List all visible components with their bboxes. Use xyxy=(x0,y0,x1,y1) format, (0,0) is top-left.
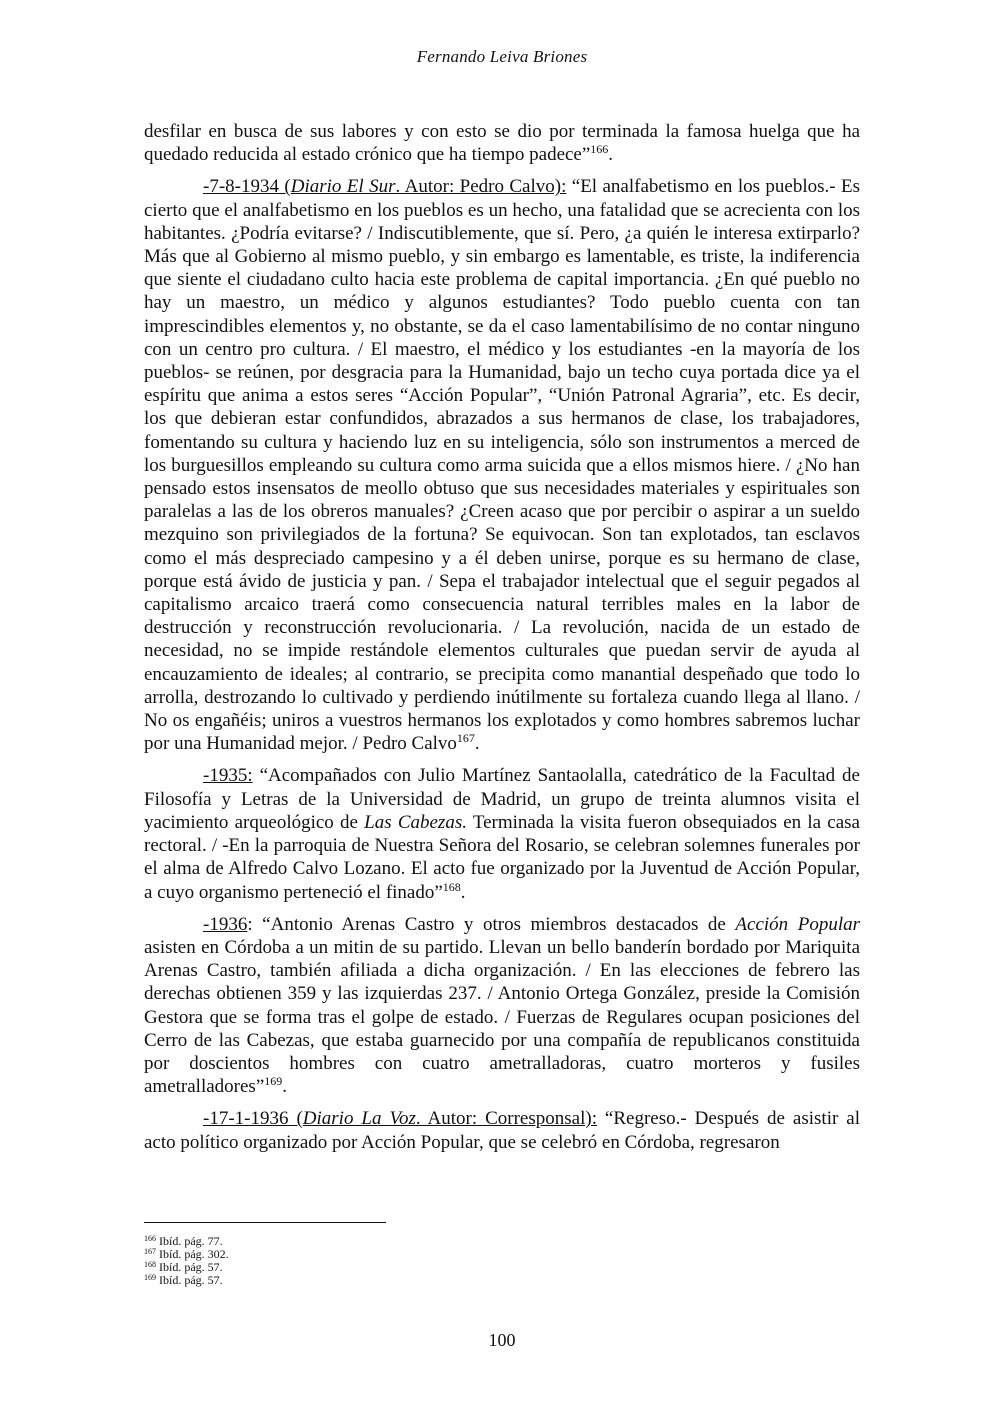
paragraph-text: Terminada la visita fueron obsequiados en la casa rectoral. / -En la parroquia de Nuestra Señora del Rosario, se celebran solemnes funerales por el alma de Alfredo Calvo Lozano. El acto fue organizado por la Juventud de Acción Popular, a cuyo organismo perteneció el finado” xyxy=(144,811,860,903)
entry-date: -7-8-1934 ( xyxy=(203,176,291,198)
paragraph-tail: . xyxy=(282,1076,288,1098)
footnote-number: 166 xyxy=(144,1234,156,1243)
entry-author: . Autor: Pedro Calvo): xyxy=(395,176,567,198)
entry-heading xyxy=(203,1108,597,1129)
footnote-ref: 169 xyxy=(264,1074,283,1089)
footnote-text: Ibíd. pág. 77. xyxy=(156,1234,223,1248)
italic-text: Acción Popular xyxy=(735,913,860,935)
entry-author: . Autor: Corresponsal): xyxy=(415,1108,597,1130)
footnote-number: 168 xyxy=(144,1260,156,1269)
footnote-ref: 166 xyxy=(590,142,609,157)
paragraph-entry-17-1-1936 xyxy=(144,1107,860,1153)
paragraph-entry-1935 xyxy=(144,764,860,903)
running-header: Fernando Leiva Briones xyxy=(416,47,588,66)
body-text xyxy=(144,120,860,1163)
entry-date: -1936 xyxy=(203,913,248,935)
paragraph-entry-1936 xyxy=(144,913,860,1099)
paragraph-tail: . xyxy=(474,733,480,755)
paragraph-text: desfilar en busca de sus labores y con esto se dio por terminada la famosa huelga que ha quedado reducida al estado crónico que ha tiempo padece” xyxy=(144,121,860,166)
entry-source: Diario El Sur xyxy=(290,176,396,198)
footnote-number: 169 xyxy=(144,1273,156,1282)
footnote-separator xyxy=(144,1222,386,1223)
footnote-text: Ibíd. pág. 302. xyxy=(156,1247,229,1261)
paragraph-tail: . xyxy=(460,881,466,903)
entry-heading xyxy=(203,176,566,197)
italic-text: Las Cabezas. xyxy=(364,811,467,833)
paragraph-text: : “Antonio Arenas Castro y otros miembros destacados de xyxy=(247,913,736,935)
footnote-text: Ibíd. pág. 57. xyxy=(156,1273,223,1287)
footnote-ref: 168 xyxy=(442,879,461,894)
entry-date: -17-1-1936 ( xyxy=(203,1108,303,1130)
paragraph-text: asisten en Córdoba a un mitin de su partido. Llevan un bello banderín bordado por Mariquita Arenas Castro, también afiliada a dicha organización. / En las elecciones de febrero las derechas obtienen 359 y las izquierdas 237. / Antonio Ortega González, preside la Comisión Gestora que se forma tras el golpe de estado. / Fuerzas de Regulares ocupan posiciones del Cerro de las Cabezas, que estaba guarnecido por una compañía de republicanos constituida por doscientos hombres con cuatro ametralladoras, cuatro morteros y fusiles ametralladores” xyxy=(144,936,860,1098)
entry-source: Diario La Voz xyxy=(302,1108,416,1130)
paragraph-text: “Acompañados con Julio Martínez Santaolalla, catedrático de la Facultad de Filosofía y Letras de la Universidad de Madrid, un grupo de treinta alumnos visita el yacimiento arqueológico de xyxy=(144,765,860,833)
entry-date: -1935: xyxy=(203,765,253,787)
footnotes xyxy=(144,1235,229,1287)
paragraph-entry-7-8-1934 xyxy=(144,175,860,755)
footnote-ref: 167 xyxy=(456,731,475,746)
paragraph-tail: . xyxy=(608,144,614,166)
footnote-text: Ibíd. pág. 57. xyxy=(156,1260,223,1274)
paragraph-text: “Regreso.- Después de asistir al acto político organizado por Acción Popular, que se celebró en Córdoba, regresaron xyxy=(144,1108,860,1153)
footnote-item xyxy=(144,1274,229,1287)
paragraph-text: “El analfabetismo en los pueblos.- Es cierto que el analfabetismo en los pueblos es un hecho, una fatalidad que se acrecienta con los habitantes. ¿Podría evitarse? / Indiscutiblemente, que sí. Pero, ¿a quién le interesa extirparlo? Más que al Gobierno al mismo pueblo, y sin embargo es lamentable, es triste, la indiferencia que siente el ciudadano culto hacia este problema de capital importancia. ¿En qué pueblo no hay un maestro, un médico y algunos estudiantes? Todo pueblo cuenta con tan imprescindibles elementos y, no obstante, se da el caso lamentabilísimo de no contar ninguno con un centro pro cultura. / El maestro, el médico y los estudiantes -en la mayoría de los pueblos- se reúnen, por desgracia para la Humanidad, bajo un techo cuya portada dice ya el espíritu que anima a estos seres “Acción Popular”, “Unión Patronal Agraria”, etc. Es decir, los que debieran estar confundidos, abrazados a sus hermanos de clase, los trabajadores, fomentando su cultura y haciendo luz en su inteligencia, sólo son instrumentos a merced de los burguesillos empleando su cultura como arma suicida que a ellos mismos hiere. / ¿No han pensado estos insensatos de meollo obtuso que sus necesidades materiales y espirituales son paralelas a las de los obreros manuales? ¿Creen acaso que por percibir o aspirar a un sueldo mezquino son privilegiados de la fortuna? Se equivocan. Son tan explotados, tan esclavos como el más despreciado campesino y a él deben unirse, porque es su hermano de clase, porque está ávido de justicia y pan. / Sepa el trabajador intelectual que el seguir pegados al capitalismo arcaico traerá como consecuencia natural terribles males en la labor de destrucción y reconstrucción revolucionaria. / La revolución, nacida de un estado de necesidad, no se impide restándole elementos culturales que puedan servir de ayuda al encauzamiento de ideales; al contrario, se precipita como manantial despeñado que todo lo arrolla, destrozando lo cultivado y perdiendo inútilmente su fortaleza cuando llega al llano. / No os engañéis; uniros a vuestros hermanos los explotados y como hombres sabremos luchar por una Humanidad mejor. / Pedro Calvo xyxy=(144,176,860,755)
page-number: 100 xyxy=(488,1330,516,1350)
footnote-number: 167 xyxy=(144,1247,156,1256)
paragraph-continuation xyxy=(144,120,860,166)
